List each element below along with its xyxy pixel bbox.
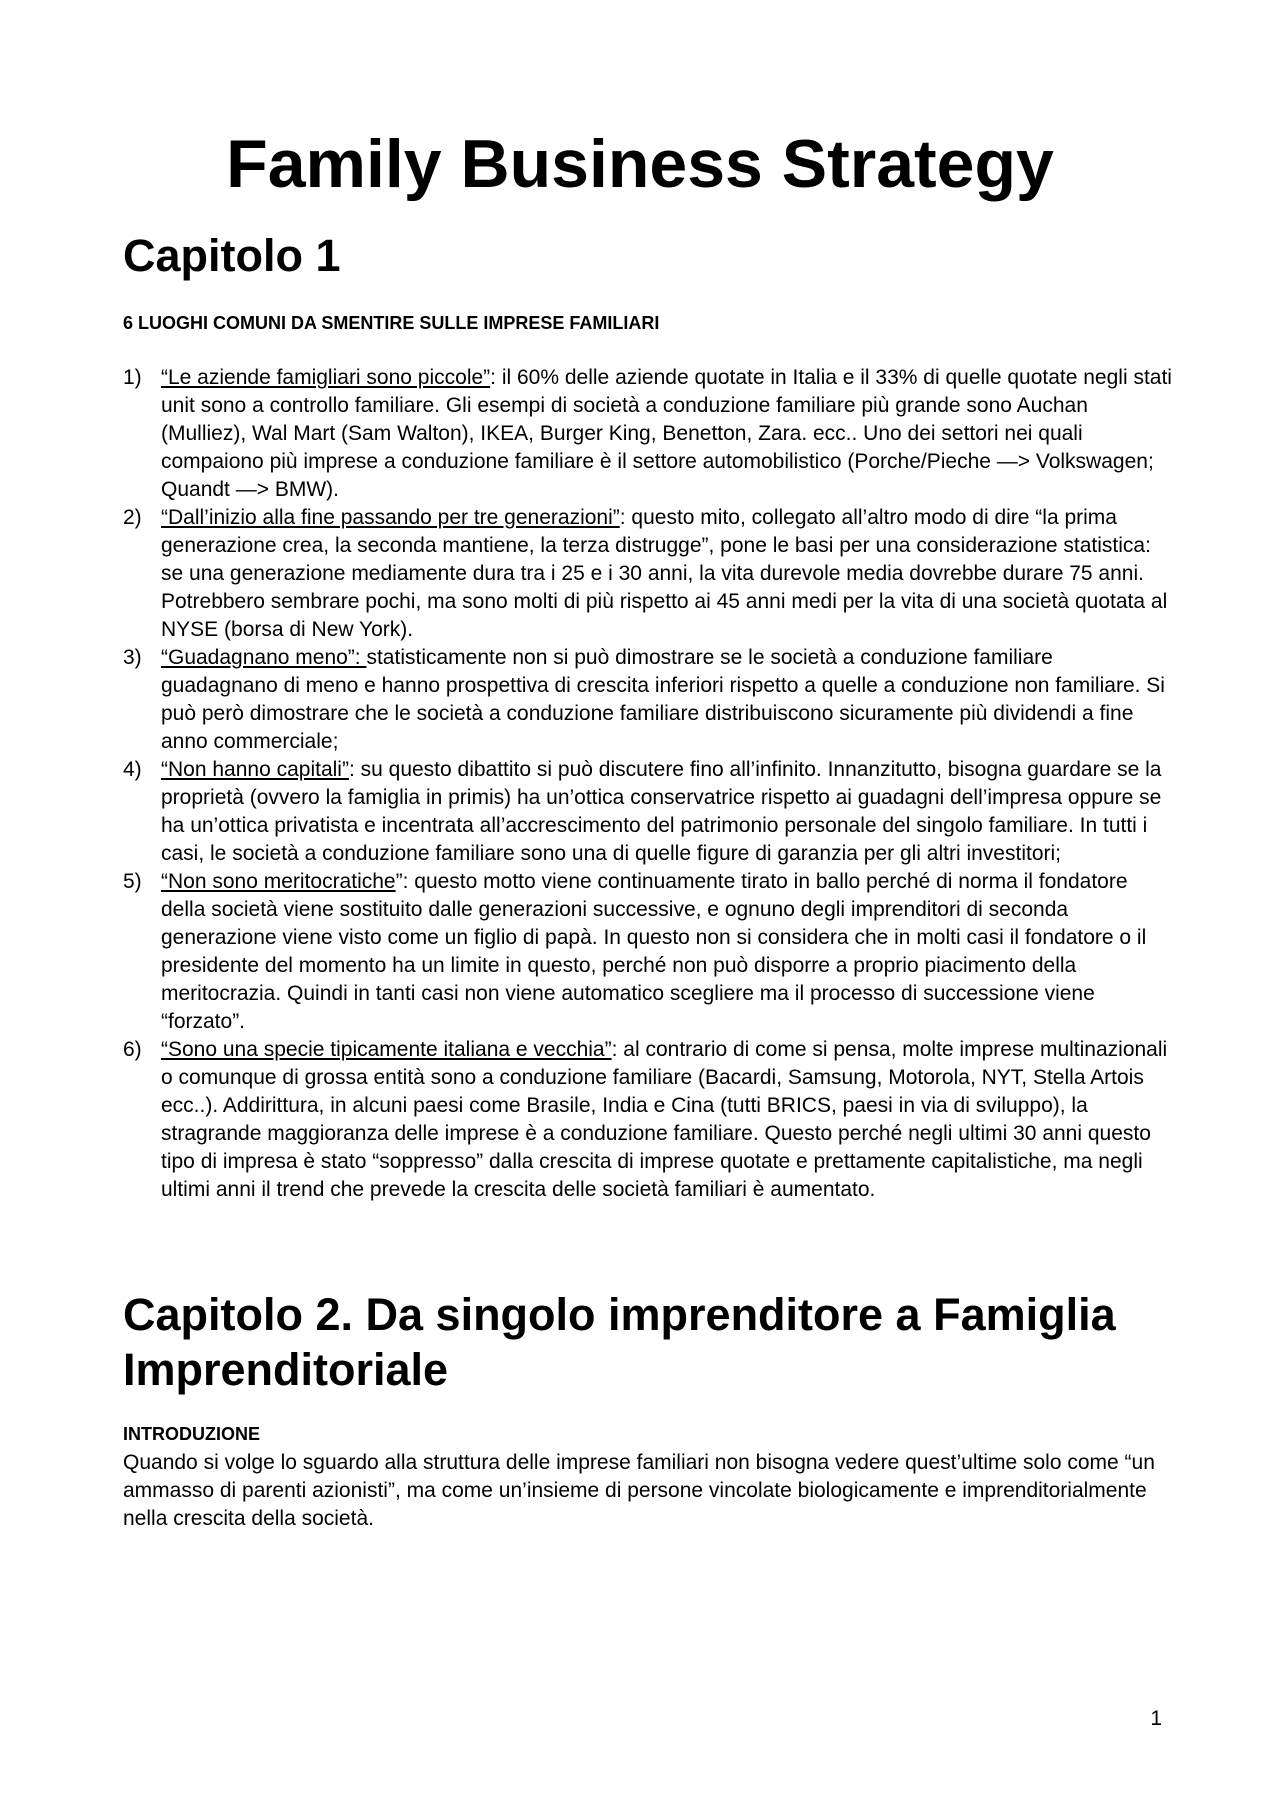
myths-list <box>123 364 1173 1204</box>
myth-title: “Guadagnano meno”: <box>161 646 367 669</box>
myth-title: “Non sono meritocratiche <box>161 870 396 893</box>
myth-title: “Le aziende famigliari sono piccole” <box>161 366 491 389</box>
document-title: Family Business Strategy <box>226 126 1054 202</box>
myth-title: “Sono una specie tipicamente italiana e vecchia” <box>161 1038 612 1061</box>
myth-title: “Non hanno capitali” <box>161 758 349 781</box>
myth-text: : al contrario di come si pensa, molte imprese multinazionali o comunque di grossa entità sono a conduzione familiare (Bacardi, Samsung, Motorola, NYT, Stella Artois ecc..). Addirittura, in alcuni paesi come Brasile, India e Cina (tutti BRICS, paesi in via di sviluppo), la stragrande maggioranza delle imprese è a conduzione familiare. Questo perché negli ultimi 30 anni questo tipo di impresa è stato “soppresso” dalla crescita di imprese quotate e prettamente capitalistiche, ma negli ultimi anni il trend che prevede la crescita delle società familiari è aumentato. <box>161 1038 1168 1201</box>
chapter-2-heading: Capitolo 2. Da singolo imprenditore a Famiglia Imprenditoriale <box>123 1289 1116 1395</box>
myth-item-1 <box>123 364 1173 504</box>
myth-item-5 <box>123 868 1173 1036</box>
myth-item-3 <box>123 644 1173 756</box>
myth-number: 5) <box>123 870 142 893</box>
myth-text: : su questo dibattito si può discutere fino all’infinito. Innanzitutto, bisogna guardare se la proprietà (ovvero la famiglia in primis) ha un’ottica conservatrice rispetto ai guadagni dell’impresa oppure se ha un’ottica privatista e incentrata all’accrescimento del patrimonio personale del singolo familiare. In tutti i casi, le società a conduzione familiare sono una di quelle figure di garanzia per gli altri investitori; <box>161 758 1162 865</box>
chapter-1-subheading: 6 LUOGHI COMUNI DA SMENTIRE SULLE IMPRESE FAMILIARI <box>123 313 660 333</box>
chapter-1-heading: Capitolo 1 <box>123 230 341 281</box>
myth-text: : il 60% delle aziende quotate in Italia e il 33% di quelle quotate negli stati unit sono a controllo familiare. Gli esempi di società a conduzione familiare più grande sono Auchan (Mulliez), Wal Mart (Sam Walton), IKEA, Burger King, Benetton, Zara. ecc.. Uno dei settori nei quali compaiono più imprese a conduzione familiare è il settore automobilistico (Porche/Pieche —> Volkswagen; Quandt —> BMW). <box>161 366 1172 501</box>
myth-item-4 <box>123 756 1173 868</box>
myth-number: 2) <box>123 506 142 529</box>
introduction-paragraph: Quando si volge lo sguardo alla struttura delle imprese familiari non bisogna vedere quest’ultime solo come “un ammasso di parenti azionisti”, ma come un’insieme di persone vincolate biologicamente e imprenditorialmente nella crescita della società. <box>123 1451 1155 1530</box>
myth-text: ”: questo motto viene continuamente tirato in ballo perché di norma il fondatore della società viene sostituito dalle generazioni successive, e ognuno degli imprenditori di seconda generazione viene visto come un figlio di papà. In questo non si considera che in molti casi il fondatore o il presidente del momento ha un limite in questo, perché non può disporre a proprio piacimento della meritocrazia. Quindi in tanti casi non viene automatico scegliere ma il processo di successione viene “forzato”. <box>161 870 1147 1033</box>
myth-item-6 <box>123 1036 1173 1204</box>
page-number: 1 <box>1150 1707 1162 1730</box>
myth-text: : questo mito, collegato all’altro modo di dire “la prima generazione crea, la seconda mantiene, la terza distrugge”, pone le basi per una considerazione statistica: se una generazione mediamente dura tra i 25 e i 30 anni, la vita durevole media dovrebbe durare 75 anni. Potrebbero sembrare pochi, ma sono molti di più rispetto ai 45 anni medi per la vita di una società quotata al NYSE (borsa di New York). <box>161 506 1168 641</box>
myth-title: “Dall’inizio alla fine passando per tre generazioni” <box>161 506 620 529</box>
myth-number: 4) <box>123 758 142 781</box>
chapter-2-subheading: INTRODUZIONE <box>123 1424 260 1444</box>
myth-text: statisticamente non si può dimostrare se le società a conduzione familiare guadagnano di meno e hanno prospettiva di crescita inferiori rispetto a quelle a conduzione non familiare. Si può però dimostrare che le società a conduzione familiare distribuiscono sicuramente più dividendi a fine anno commerciale; <box>161 646 1165 753</box>
myth-number: 6) <box>123 1038 142 1061</box>
myth-number: 1) <box>123 366 142 389</box>
myth-item-2 <box>123 504 1173 644</box>
myth-number: 3) <box>123 646 142 669</box>
